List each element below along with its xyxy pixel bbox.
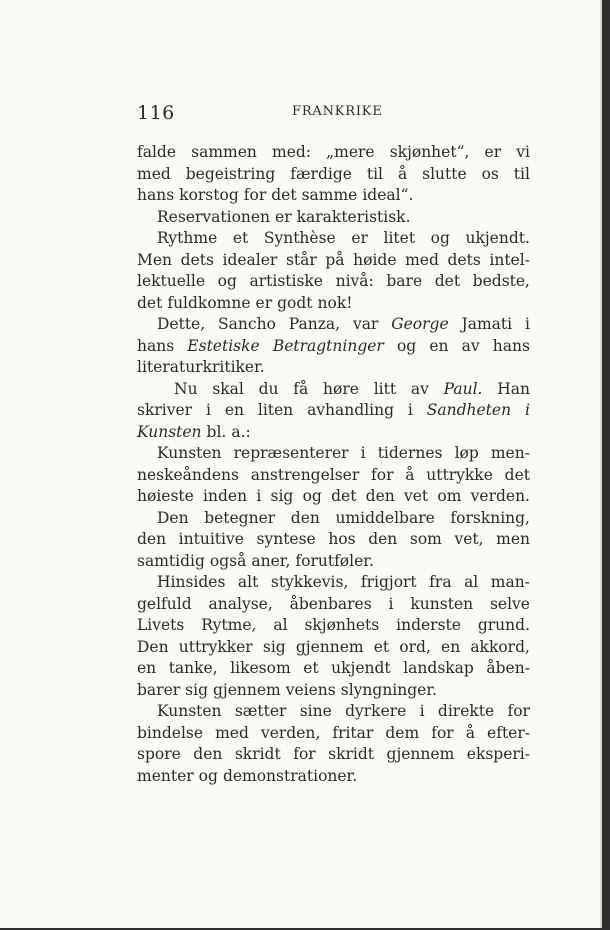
word: lektuelle bbox=[137, 272, 205, 290]
word: i bbox=[360, 444, 366, 462]
word: på bbox=[325, 250, 345, 269]
word: Dette, bbox=[157, 315, 206, 333]
text-line bbox=[137, 508, 530, 530]
text-line bbox=[137, 658, 530, 680]
word: Rythme bbox=[157, 229, 218, 247]
word: samtidig bbox=[137, 551, 205, 570]
word: Kunsten bbox=[137, 422, 202, 441]
word: efter- bbox=[487, 723, 530, 742]
word: neskeåndens bbox=[137, 465, 239, 484]
word: artistiske bbox=[249, 272, 323, 290]
text-line bbox=[137, 400, 530, 422]
word: en bbox=[441, 637, 461, 656]
word: med: bbox=[272, 143, 312, 161]
word: er bbox=[255, 293, 273, 312]
word: Panza, bbox=[288, 315, 341, 333]
word: avhandling bbox=[307, 401, 395, 419]
word: høide bbox=[353, 250, 397, 269]
word: repræsenterer bbox=[233, 444, 349, 462]
word: samme bbox=[301, 186, 358, 204]
word: uttrykker bbox=[178, 637, 253, 656]
word: spore bbox=[137, 745, 181, 763]
word: Sancho bbox=[218, 315, 276, 333]
word: med bbox=[405, 250, 439, 269]
word: gjennem bbox=[213, 680, 281, 699]
word: den bbox=[365, 487, 395, 505]
text-line bbox=[137, 766, 530, 788]
word: Synthèse bbox=[263, 229, 336, 247]
word: et bbox=[373, 637, 390, 656]
word: vet, bbox=[454, 530, 484, 548]
word: litet bbox=[383, 229, 416, 247]
word: inderste bbox=[396, 616, 461, 634]
text-line bbox=[137, 465, 530, 487]
word: aner, bbox=[251, 551, 291, 570]
word: godt bbox=[277, 293, 313, 312]
word: til bbox=[366, 164, 384, 183]
text-line bbox=[137, 336, 530, 358]
word: vet bbox=[403, 487, 429, 505]
word: dyrkere bbox=[345, 702, 407, 720]
text-line bbox=[137, 207, 530, 229]
word: fuldkomne bbox=[167, 293, 251, 312]
word: Men bbox=[137, 250, 173, 269]
word: betegner bbox=[204, 508, 276, 527]
text-line bbox=[137, 615, 530, 637]
word: sig bbox=[185, 680, 208, 699]
word: den bbox=[193, 745, 223, 763]
word: a.: bbox=[231, 422, 251, 441]
word: for bbox=[431, 723, 454, 742]
word: forskning, bbox=[450, 508, 530, 527]
word: slutte bbox=[422, 164, 467, 183]
running-title: FRANKRIKE bbox=[292, 104, 383, 119]
word: et bbox=[232, 229, 249, 247]
word: i bbox=[205, 401, 211, 419]
word: fritar bbox=[332, 723, 374, 742]
word: karakteristisk. bbox=[296, 207, 411, 226]
word: en bbox=[137, 659, 157, 677]
word: den bbox=[368, 530, 398, 548]
word: menter bbox=[137, 766, 194, 785]
word: verden, bbox=[260, 723, 321, 742]
word: al bbox=[273, 616, 288, 634]
word: hans bbox=[137, 336, 175, 355]
word: Kunsten bbox=[157, 444, 222, 462]
word: sammen bbox=[191, 143, 257, 161]
word: Rytme, bbox=[201, 616, 257, 634]
word: med bbox=[137, 164, 171, 183]
word: vi bbox=[516, 143, 530, 161]
page-header bbox=[137, 100, 529, 124]
word: den bbox=[290, 508, 320, 527]
word: som bbox=[409, 530, 442, 548]
text-line bbox=[137, 293, 530, 315]
text-line bbox=[137, 142, 530, 164]
word: liten bbox=[257, 401, 294, 419]
text-line bbox=[137, 164, 530, 186]
word: uttrykke bbox=[426, 465, 493, 484]
word: forutføler. bbox=[295, 551, 374, 570]
word: skjønhets bbox=[304, 616, 380, 634]
word: av bbox=[461, 336, 480, 355]
word: Nu bbox=[174, 379, 198, 398]
text-line bbox=[137, 271, 530, 293]
word: tidernes bbox=[377, 444, 443, 462]
text-line bbox=[137, 379, 530, 401]
word: veiens bbox=[285, 680, 336, 699]
word: et bbox=[303, 659, 319, 677]
word: gjennem bbox=[386, 745, 455, 763]
text-line bbox=[137, 250, 530, 272]
word: bare bbox=[386, 272, 423, 290]
word: åben- bbox=[486, 659, 530, 677]
word: akkord, bbox=[470, 637, 530, 656]
word: færdige bbox=[290, 164, 352, 183]
text-line bbox=[137, 314, 530, 336]
word: inden bbox=[203, 487, 248, 505]
word: dets bbox=[447, 250, 481, 269]
word: sig bbox=[270, 487, 294, 505]
word: intel- bbox=[489, 250, 530, 269]
text-line bbox=[137, 723, 530, 745]
word: os bbox=[481, 164, 499, 183]
word: analyse, bbox=[208, 594, 273, 613]
word: å bbox=[405, 465, 415, 484]
text-line bbox=[137, 486, 530, 508]
word: Paul. bbox=[443, 379, 483, 398]
word: stykkevis, bbox=[270, 573, 349, 591]
word: du bbox=[258, 379, 279, 398]
word: bl. bbox=[206, 422, 227, 441]
word: syntese bbox=[256, 530, 316, 548]
word: hans bbox=[492, 336, 530, 355]
word: det bbox=[504, 465, 530, 484]
word: anstrengelser bbox=[250, 465, 360, 484]
word: nok! bbox=[317, 293, 353, 312]
word: intuitive bbox=[178, 530, 244, 548]
word: gelfuld bbox=[137, 594, 192, 613]
word: løp bbox=[454, 444, 479, 462]
word: står bbox=[285, 250, 317, 269]
word: det bbox=[434, 272, 461, 290]
word: det bbox=[331, 487, 357, 505]
word: og bbox=[396, 336, 417, 355]
word: barer bbox=[137, 680, 181, 699]
word: slyngninger. bbox=[340, 680, 437, 699]
word: falde bbox=[137, 143, 177, 161]
word: skal bbox=[212, 379, 244, 398]
word: landskap bbox=[403, 659, 474, 677]
word: sig bbox=[262, 637, 286, 656]
word: dets bbox=[180, 250, 214, 269]
word: for bbox=[243, 186, 267, 204]
word: ord, bbox=[399, 637, 431, 656]
word: fra bbox=[429, 573, 452, 591]
word: korstog bbox=[179, 186, 239, 204]
word: var bbox=[352, 315, 379, 333]
word: det bbox=[137, 293, 163, 312]
word: grund. bbox=[477, 616, 530, 634]
word: i bbox=[524, 401, 530, 419]
word: for bbox=[293, 745, 316, 763]
word: hos bbox=[328, 530, 356, 548]
word: „mere bbox=[326, 143, 375, 161]
word: Hinsides bbox=[157, 573, 226, 591]
word: Sandheten bbox=[426, 401, 512, 419]
word: i bbox=[419, 702, 425, 720]
word: selve bbox=[489, 594, 530, 613]
word: i bbox=[256, 487, 262, 505]
word: Livets bbox=[137, 616, 185, 634]
word: ukjendt bbox=[331, 659, 391, 677]
word: Jamati bbox=[461, 315, 513, 333]
word: i bbox=[407, 401, 413, 419]
text-line bbox=[137, 701, 530, 723]
word: til bbox=[513, 164, 530, 183]
word: av bbox=[410, 379, 429, 398]
word: for bbox=[371, 465, 394, 484]
word: skridt bbox=[328, 745, 375, 763]
word: al bbox=[464, 573, 479, 591]
text-line bbox=[137, 228, 530, 250]
word: en bbox=[224, 401, 244, 419]
word: eksperi- bbox=[466, 745, 530, 763]
word: Betragtninger bbox=[272, 336, 384, 355]
text-line bbox=[137, 529, 530, 551]
word: skridt bbox=[234, 745, 281, 763]
page-number: 116 bbox=[137, 102, 175, 124]
word: også bbox=[209, 551, 247, 570]
word: med bbox=[215, 723, 249, 742]
word: Den bbox=[137, 637, 169, 656]
word: sine bbox=[299, 702, 332, 720]
word: Han bbox=[497, 379, 530, 398]
word: om bbox=[437, 487, 462, 505]
word: en bbox=[429, 336, 449, 355]
word: kunsten bbox=[410, 594, 474, 613]
word: få bbox=[293, 379, 309, 398]
word: Den bbox=[157, 508, 189, 527]
word: demonstrationer. bbox=[222, 766, 358, 785]
text-line bbox=[137, 680, 530, 702]
text-line bbox=[137, 357, 530, 379]
word: direkte bbox=[437, 702, 495, 720]
text-line bbox=[137, 594, 530, 616]
word: og bbox=[198, 766, 218, 785]
word: dem bbox=[385, 723, 420, 742]
word: verden. bbox=[470, 487, 530, 505]
text-line bbox=[137, 185, 530, 207]
word: for bbox=[507, 702, 530, 720]
word: sætter bbox=[234, 702, 287, 720]
word: bedste, bbox=[472, 272, 530, 290]
text-line bbox=[137, 637, 530, 659]
word: er bbox=[351, 229, 368, 247]
word: frigjort bbox=[360, 573, 417, 591]
word: begeistring bbox=[185, 164, 276, 183]
word: å bbox=[465, 723, 475, 742]
word: hans bbox=[137, 186, 175, 204]
word: åbenbares bbox=[289, 594, 372, 613]
word: man- bbox=[490, 573, 530, 591]
word: literaturkritiker. bbox=[137, 358, 265, 376]
word: ukjendt. bbox=[465, 229, 530, 247]
word: det bbox=[271, 186, 297, 204]
word: i bbox=[388, 594, 394, 613]
word: bindelse bbox=[137, 723, 204, 742]
word: og bbox=[430, 229, 450, 247]
word: skjønhet“, bbox=[389, 143, 470, 161]
word: høieste bbox=[137, 487, 194, 505]
word: i bbox=[524, 315, 530, 333]
word: likesom bbox=[230, 659, 291, 677]
word: tanke, bbox=[168, 659, 218, 677]
word: alt bbox=[237, 573, 259, 591]
word: George bbox=[391, 315, 449, 333]
word: ideal“. bbox=[362, 186, 414, 204]
word: men- bbox=[490, 444, 530, 462]
word: gjennem bbox=[295, 637, 364, 656]
text-line bbox=[137, 572, 530, 594]
word: Reservationen bbox=[157, 207, 271, 226]
word: idealer bbox=[222, 250, 278, 269]
body-text bbox=[137, 142, 530, 787]
word: å bbox=[397, 164, 408, 183]
text-line bbox=[137, 443, 530, 465]
word: den bbox=[137, 530, 167, 548]
text-line bbox=[137, 551, 530, 573]
word: er bbox=[484, 143, 502, 161]
word: og bbox=[217, 272, 237, 290]
word: umiddelbare bbox=[335, 508, 435, 527]
word: høre bbox=[323, 379, 359, 398]
word: nivå: bbox=[335, 272, 374, 290]
word: er bbox=[275, 207, 292, 226]
word: litt bbox=[373, 379, 397, 398]
word: men bbox=[496, 530, 530, 548]
text-line bbox=[137, 422, 530, 444]
word: Estetiske bbox=[187, 336, 260, 355]
word: Kunsten bbox=[157, 702, 222, 720]
word: skriver bbox=[137, 401, 193, 419]
text-line bbox=[137, 744, 530, 766]
word: og bbox=[302, 487, 322, 505]
